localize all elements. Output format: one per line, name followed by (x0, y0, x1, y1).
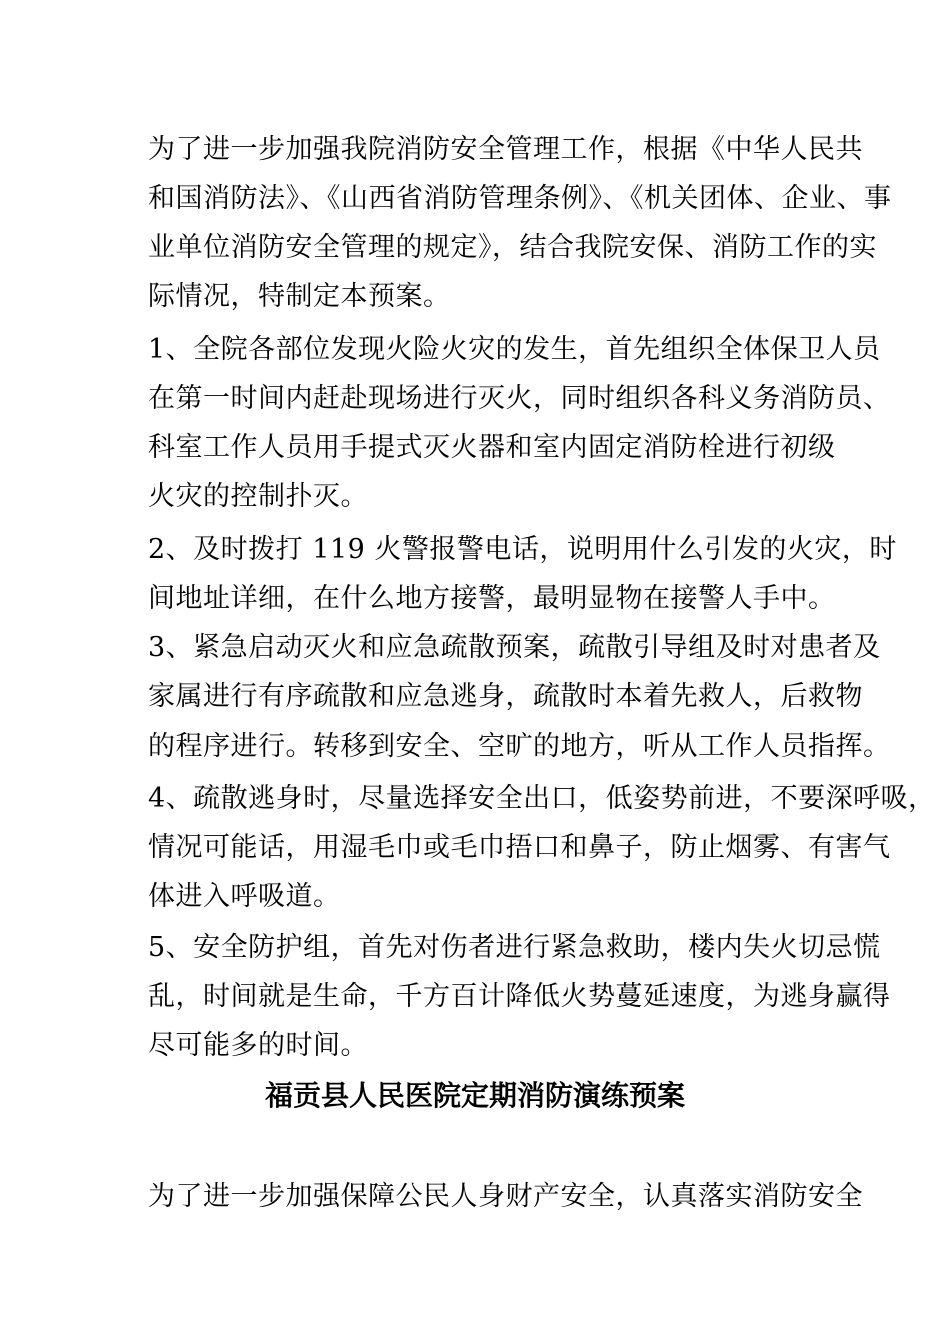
text-line: 为了进一步加强保障公民人身财产安全，认真落实消防安全 (148, 1181, 863, 1212)
text-line: 为了进一步加强我院消防安全管理工作，根据《中华人民共 (148, 134, 863, 165)
text-line: 的程序进行。转移到安全、空旷的地方，听从工作人员指挥。 (148, 731, 891, 762)
text-line: 3、紧急启动灭火和应急疏散预案，疏散引导组及时对患者及 (148, 632, 881, 663)
text-line: 乱，时间就是生命，千方百计降低火势蔓延速度，为逃身赢得 (148, 981, 891, 1012)
text-line: 和国消防法》、《山西省消防管理条例》、《机关团体、企业、事 (148, 183, 892, 214)
text-line: 1、全院各部位发现火险火灾的发生，首先组织全体保卫人员 (148, 334, 881, 365)
text-line: 业单位消防安全管理的规定》，结合我院安保、消防工作的实 (148, 232, 877, 263)
text-line: 际情况，特制定本预案。 (148, 281, 451, 312)
text-line: 在第一时间内赶赴现场进行灭火，同时组织各科义务消防员、 (148, 383, 891, 414)
text-line: 尽可能多的时间。 (148, 1030, 368, 1061)
text-line: 4、疏散逃身时，尽量选择安全出口，低姿势前进，不要深呼吸， (148, 783, 936, 814)
text-line: 2、及时拨打 119 火警报警电话，说明用什么引发的火灾，时 (148, 534, 897, 565)
text-line: 火灾的控制扑灭。 (148, 481, 368, 512)
text-line: 情况可能话，用湿毛巾或毛巾捂口和鼻子，防止烟雾、有害气 (148, 832, 891, 863)
text-line: 家属进行有序疏散和应急逃身，疏散时本着先救人，后救物 (148, 681, 863, 712)
text-line: 体进入呼吸道。 (148, 881, 341, 912)
text-line: 间地址详细，在什么地方接警，最明显物在接警人手中。 (148, 583, 836, 614)
text-line: 5、安全防护组，首先对伤者进行紧急救助，楼内失火切忌慌 (148, 932, 881, 963)
section-title: 福贡县人民医院定期消防演练预案 (264, 1079, 685, 1112)
text-line: 科室工作人员用手提式灭火器和室内固定消防栓进行初级 (148, 432, 836, 463)
